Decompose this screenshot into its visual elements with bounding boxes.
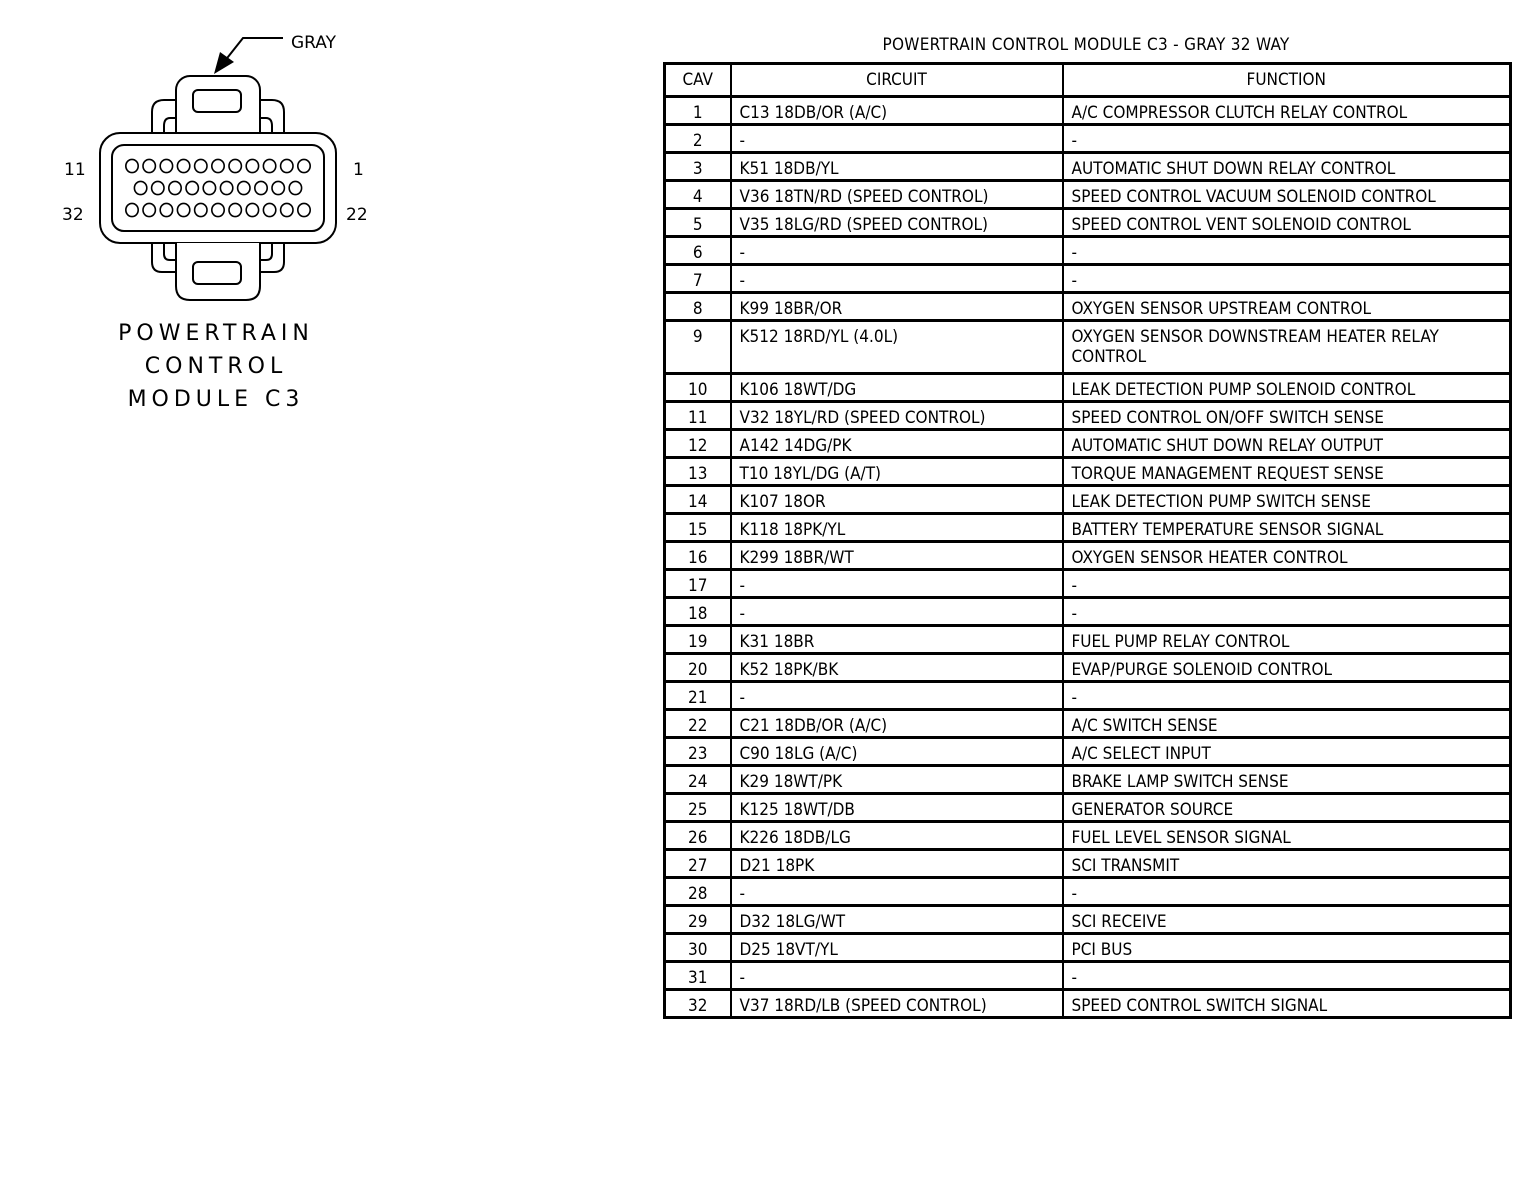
cav-cell: 23	[665, 738, 731, 766]
cav-cell: 8	[665, 293, 731, 321]
table-row	[665, 570, 1511, 598]
cav-cell: 14	[665, 486, 731, 514]
cav-cell: 21	[665, 682, 731, 710]
function-cell: LEAK DETECTION PUMP SWITCH SENSE	[1063, 486, 1511, 514]
function-cell: BATTERY TEMPERATURE SENSOR SIGNAL	[1063, 514, 1511, 542]
cav-cell: 17	[665, 570, 731, 598]
table-row	[665, 402, 1511, 430]
connector-diagram	[0, 0, 640, 440]
connector-name-line-2: CONTROL	[144, 354, 288, 379]
function-cell: AUTOMATIC SHUT DOWN RELAY OUTPUT	[1063, 430, 1511, 458]
cav-cell: 19	[665, 626, 731, 654]
function-cell: OXYGEN SENSOR DOWNSTREAM HEATER RELAY CONTROL	[1063, 321, 1511, 374]
function-cell: SPEED CONTROL VENT SOLENOID CONTROL	[1063, 209, 1511, 237]
circuit-cell: -	[731, 125, 1063, 153]
circuit-cell: K99 18BR/OR	[731, 293, 1063, 321]
cav-cell: 32	[665, 990, 731, 1018]
cav-cell: 11	[665, 402, 731, 430]
function-cell: A/C SELECT INPUT	[1063, 738, 1511, 766]
function-cell: OXYGEN SENSOR HEATER CONTROL	[1063, 542, 1511, 570]
circuit-cell: D21 18PK	[731, 850, 1063, 878]
header-cav: CAV	[665, 64, 731, 97]
circuit-cell: C21 18DB/OR (A/C)	[731, 710, 1063, 738]
circuit-cell: C90 18LG (A/C)	[731, 738, 1063, 766]
cav-cell: 27	[665, 850, 731, 878]
function-cell: A/C SWITCH SENSE	[1063, 710, 1511, 738]
circuit-cell: K51 18DB/YL	[731, 153, 1063, 181]
function-cell: SCI TRANSMIT	[1063, 850, 1511, 878]
circuit-cell: K107 18OR	[731, 486, 1063, 514]
table-row	[665, 265, 1511, 293]
connector-housing	[100, 133, 336, 243]
pin-label-bottom-left: 32	[62, 205, 84, 225]
function-cell: GENERATOR SOURCE	[1063, 794, 1511, 822]
function-cell: SPEED CONTROL VACUUM SOLENOID CONTROL	[1063, 181, 1511, 209]
table-row	[665, 934, 1511, 962]
function-cell: LEAK DETECTION PUMP SOLENOID CONTROL	[1063, 374, 1511, 402]
circuit-cell: K31 18BR	[731, 626, 1063, 654]
circuit-cell: K226 18DB/LG	[731, 822, 1063, 850]
function-cell: -	[1063, 878, 1511, 906]
function-cell: TORQUE MANAGEMENT REQUEST SENSE	[1063, 458, 1511, 486]
function-cell: AUTOMATIC SHUT DOWN RELAY CONTROL	[1063, 153, 1511, 181]
function-cell: -	[1063, 265, 1511, 293]
circuit-cell: K299 18BR/WT	[731, 542, 1063, 570]
table-row	[665, 486, 1511, 514]
cav-cell: 12	[665, 430, 731, 458]
table-row	[665, 374, 1511, 402]
table-row	[665, 682, 1511, 710]
table-row	[665, 710, 1511, 738]
table-header-row	[665, 64, 1511, 97]
function-cell: OXYGEN SENSOR UPSTREAM CONTROL	[1063, 293, 1511, 321]
circuit-cell: K125 18WT/DB	[731, 794, 1063, 822]
function-cell: FUEL PUMP RELAY CONTROL	[1063, 626, 1511, 654]
cav-cell: 2	[665, 125, 731, 153]
table-row	[665, 153, 1511, 181]
table-row	[665, 209, 1511, 237]
circuit-cell: V32 18YL/RD (SPEED CONTROL)	[731, 402, 1063, 430]
cav-cell: 15	[665, 514, 731, 542]
pin-table	[663, 62, 1512, 1019]
circuit-cell: K106 18WT/DG	[731, 374, 1063, 402]
circuit-cell: K512 18RD/YL (4.0L)	[731, 321, 1063, 374]
top-latch-window	[193, 90, 241, 112]
circuit-cell: D32 18LG/WT	[731, 906, 1063, 934]
table-row	[665, 181, 1511, 209]
cav-cell: 20	[665, 654, 731, 682]
table-row	[665, 794, 1511, 822]
circuit-cell: -	[731, 237, 1063, 265]
function-cell: BRAKE LAMP SWITCH SENSE	[1063, 766, 1511, 794]
circuit-cell: V35 18LG/RD (SPEED CONTROL)	[731, 209, 1063, 237]
function-cell: -	[1063, 570, 1511, 598]
circuit-cell: V36 18TN/RD (SPEED CONTROL)	[731, 181, 1063, 209]
cav-cell: 22	[665, 710, 731, 738]
function-cell: FUEL LEVEL SENSOR SIGNAL	[1063, 822, 1511, 850]
table-row	[665, 97, 1511, 125]
cav-cell: 1	[665, 97, 731, 125]
table-row	[665, 822, 1511, 850]
function-cell: SPEED CONTROL SWITCH SIGNAL	[1063, 990, 1511, 1018]
function-cell: PCI BUS	[1063, 934, 1511, 962]
circuit-cell: -	[731, 570, 1063, 598]
cav-cell: 3	[665, 153, 731, 181]
function-cell: -	[1063, 125, 1511, 153]
table-row	[665, 990, 1511, 1018]
function-cell: -	[1063, 682, 1511, 710]
table-row	[665, 542, 1511, 570]
table-row	[665, 514, 1511, 542]
table-row	[665, 906, 1511, 934]
cav-cell: 18	[665, 598, 731, 626]
table-row	[665, 626, 1511, 654]
cav-cell: 30	[665, 934, 731, 962]
pin-label-bottom-right: 22	[346, 205, 368, 225]
circuit-cell: K29 18WT/PK	[731, 766, 1063, 794]
bottom-right-tab-inner	[260, 243, 272, 260]
pin-label-top-left: 11	[64, 160, 86, 180]
bottom-left-tab-inner	[164, 243, 176, 260]
table-title: POWERTRAIN CONTROL MODULE C3 - GRAY 32 WAY	[882, 35, 1290, 55]
table-row	[665, 878, 1511, 906]
cav-cell: 5	[665, 209, 731, 237]
gray-pointer-line	[224, 38, 283, 62]
table-row	[665, 293, 1511, 321]
table-row	[665, 850, 1511, 878]
table-row	[665, 237, 1511, 265]
cav-cell: 7	[665, 265, 731, 293]
table-row	[665, 766, 1511, 794]
header-function: FUNCTION	[1063, 64, 1511, 97]
connector-name-line-3: MODULE C3	[127, 387, 305, 412]
table-row	[665, 458, 1511, 486]
pin-rows	[665, 97, 1511, 1018]
circuit-cell: -	[731, 878, 1063, 906]
cav-cell: 13	[665, 458, 731, 486]
cav-cell: 24	[665, 766, 731, 794]
function-cell: A/C COMPRESSOR CLUTCH RELAY CONTROL	[1063, 97, 1511, 125]
circuit-cell: K118 18PK/YL	[731, 514, 1063, 542]
table-row	[665, 738, 1511, 766]
gray-pointer-arrowhead	[214, 52, 234, 74]
circuit-cell: K52 18PK/BK	[731, 654, 1063, 682]
bottom-latch	[176, 243, 260, 300]
cav-cell: 9	[665, 321, 731, 374]
function-cell: EVAP/PURGE SOLENOID CONTROL	[1063, 654, 1511, 682]
cav-cell: 16	[665, 542, 731, 570]
table-row	[665, 654, 1511, 682]
circuit-cell: -	[731, 265, 1063, 293]
function-cell: SCI RECEIVE	[1063, 906, 1511, 934]
table-row	[665, 321, 1511, 374]
circuit-cell: -	[731, 598, 1063, 626]
circuit-cell: -	[731, 962, 1063, 990]
table-row	[665, 125, 1511, 153]
table-row	[665, 962, 1511, 990]
circuit-cell: -	[731, 682, 1063, 710]
header-circuit: CIRCUIT	[731, 64, 1063, 97]
function-cell: SPEED CONTROL ON/OFF SWITCH SENSE	[1063, 402, 1511, 430]
circuit-cell: D25 18VT/YL	[731, 934, 1063, 962]
cav-cell: 26	[665, 822, 731, 850]
cav-cell: 4	[665, 181, 731, 209]
connector-color-label: GRAY	[291, 33, 336, 53]
circuit-cell: V37 18RD/LB (SPEED CONTROL)	[731, 990, 1063, 1018]
function-cell: -	[1063, 962, 1511, 990]
pin-label-top-right: 1	[353, 160, 364, 180]
function-cell: -	[1063, 598, 1511, 626]
circuit-cell: C13 18DB/OR (A/C)	[731, 97, 1063, 125]
cav-cell: 28	[665, 878, 731, 906]
cav-cell: 6	[665, 237, 731, 265]
circuit-cell: T10 18YL/DG (A/T)	[731, 458, 1063, 486]
table-row	[665, 598, 1511, 626]
cav-cell: 10	[665, 374, 731, 402]
function-cell: -	[1063, 237, 1511, 265]
cav-cell: 31	[665, 962, 731, 990]
table-row	[665, 430, 1511, 458]
cav-cell: 29	[665, 906, 731, 934]
connector-name-line-1: POWERTRAIN	[118, 321, 314, 346]
circuit-cell: A142 14DG/PK	[731, 430, 1063, 458]
cav-cell: 25	[665, 794, 731, 822]
